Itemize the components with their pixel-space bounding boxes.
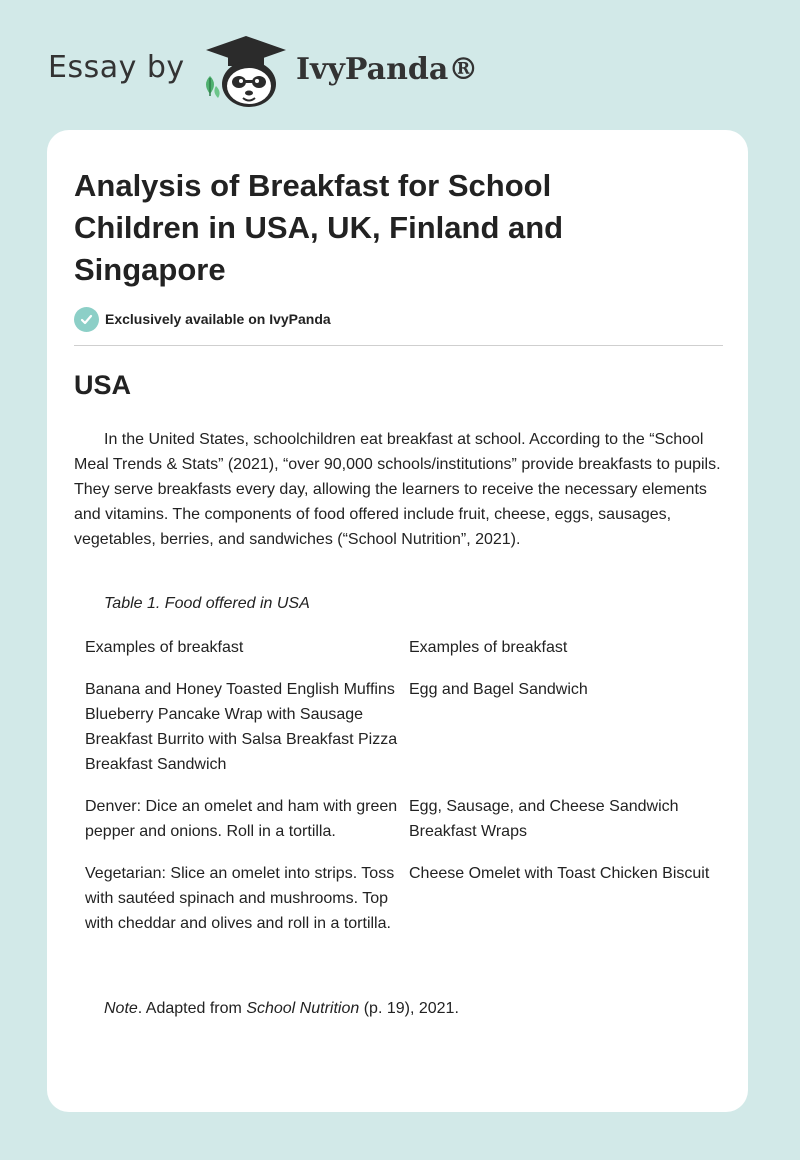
table-cell: Cheese Omelet with Toast Chicken Biscuit [409, 865, 710, 882]
column-header: Examples of breakfast [85, 639, 244, 656]
note-label: Note [104, 1000, 138, 1017]
table-row [85, 861, 725, 936]
note-text: . Adapted from [137, 1000, 247, 1017]
table-row [85, 794, 725, 844]
column-header: Examples of breakfast [409, 639, 568, 656]
body-paragraph: In the United States, schoolchildren eat breakfast at school. According to the “School Meal Trends & Stats” (2021), “over 90,000 schools/institutions” provide breakfasts to pupils. They serve breakfasts every day, allowing the learners to receive the necessary elements and vitamins. The components of food offered include fruit, cheese, eggs, sausages, vegetables, berries, and sandwiches (“School Nutrition”, 2021). [74, 431, 721, 548]
table-cell: Vegetarian: Slice an omelet into strips. Toss with sautéed spinach and mushrooms. Top with cheddar and olives and roll in a tortilla. [85, 865, 395, 932]
note-text-end: (p. 19), 2021. [359, 1000, 459, 1017]
table-cell: Egg, Sausage, and Cheese Sandwich Breakfast Wraps [409, 798, 679, 840]
divider [74, 345, 723, 346]
exclusive-badge [74, 306, 331, 332]
article-card [47, 130, 748, 1112]
table-row [85, 677, 725, 777]
essay-by-label: Essay by [48, 50, 185, 85]
brand-name[interactable]: IvyPanda® [296, 52, 479, 87]
table-note [104, 1000, 459, 1018]
table-cell: Egg and Bagel Sandwich [409, 681, 588, 698]
breakfast-table [85, 635, 725, 953]
panda-logo-icon[interactable] [200, 34, 292, 110]
page-title: Analysis of Breakfast for School Children in USA, UK, Finland and Singapore [74, 168, 564, 287]
table-header-row [85, 635, 725, 660]
site-header [0, 0, 800, 130]
table-cell: Banana and Honey Toasted English Muffins Blueberry Pancake Wrap with Sausage Breakfast Burrito with Salsa Breakfast Pizza Breakfast Sandwich [85, 681, 398, 773]
section-heading: USA [74, 370, 132, 400]
table-caption: Table 1. Food offered in USA [104, 595, 310, 612]
note-source: School Nutrition [246, 1000, 360, 1017]
badge-label: Exclusively available on IvyPanda [105, 311, 331, 327]
table-cell: Denver: Dice an omelet and ham with green pepper and onions. Roll in a tortilla. [85, 798, 398, 840]
check-icon [74, 307, 99, 332]
